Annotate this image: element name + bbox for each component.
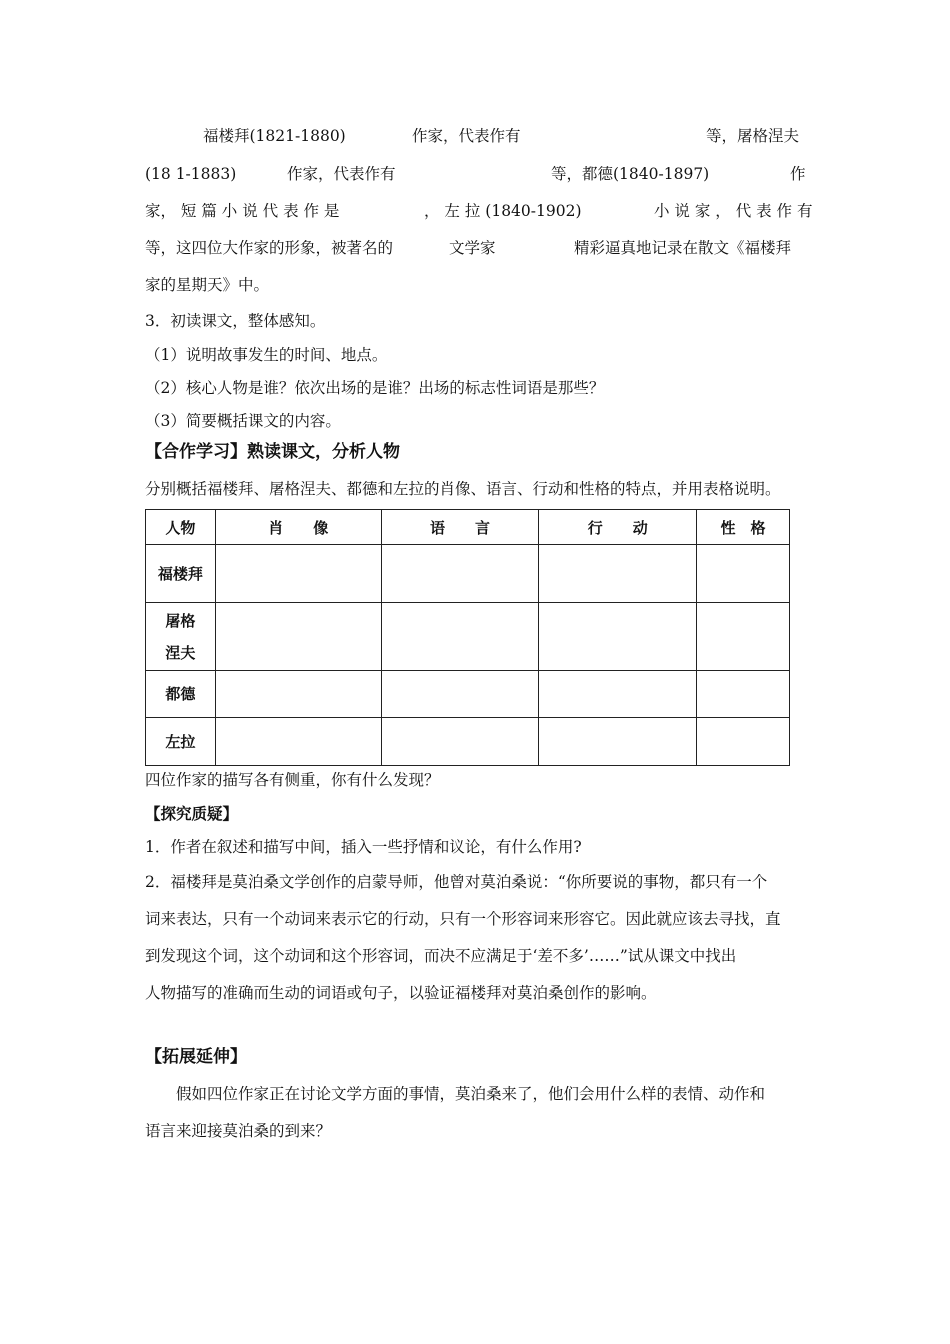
personality-cell[interactable] — [697, 718, 790, 766]
intro-line1-b: 作家，代表作有 — [412, 127, 521, 145]
portrait-cell[interactable] — [215, 603, 381, 671]
extend-line2: 语言来迎接莫泊桑的到来？ — [145, 1122, 332, 1140]
intro-line4-a: 等，这四位大作家的形象，被著名的 — [145, 239, 394, 257]
row-name-line1: 屠格 — [165, 611, 196, 630]
row-name-cell — [146, 603, 216, 671]
row-name-line2: 涅夫 — [165, 643, 196, 662]
intro-line5: 家的星期天》中。 — [145, 276, 270, 294]
intro-line3-a: 家， 短 篇 小 说 代 表 作 是 — [145, 202, 340, 220]
character-analysis-table — [145, 509, 790, 766]
language-cell[interactable] — [381, 671, 539, 718]
extend-heading: 【拓展延伸】 — [145, 1047, 247, 1067]
language-cell[interactable] — [381, 545, 539, 603]
coop-heading: 【合作学习】熟读课文，分析人物 — [145, 442, 400, 462]
reading-q1: （1）说明故事发生的时间、地点。 — [145, 346, 388, 364]
personality-cell[interactable] — [697, 671, 790, 718]
portrait-cell[interactable] — [215, 718, 381, 766]
header-language: 语 言 — [381, 510, 539, 545]
intro-line1-a: 福楼拜(1821-1880) — [203, 127, 346, 145]
portrait-cell[interactable] — [215, 671, 381, 718]
row-name: 福楼拜 — [157, 564, 203, 583]
header-personality: 性 格 — [697, 510, 790, 545]
personality-cell[interactable] — [697, 545, 790, 603]
table-row — [146, 545, 790, 603]
explore-q2-line2: 词来表达，只有一个动词来表示它的行动，只有一个形容词来形容它。因此就应该去寻找，直 — [145, 910, 781, 928]
language-cell[interactable] — [381, 718, 539, 766]
table-row — [146, 671, 790, 718]
language-cell[interactable] — [381, 603, 539, 671]
reading-q3: （3）简要概括课文的内容。 — [145, 412, 341, 430]
intro-line1-c: 等，屠格涅夫 — [706, 127, 800, 145]
explore-q2-line1: 2．福楼拜是莫泊桑文学创作的启蒙导师，他曾对莫泊桑说：“你所要说的事物，都只有一个 — [145, 873, 768, 891]
coop-after-question: 四位作家的描写各有侧重，你有什么发现？ — [145, 771, 440, 789]
action-cell[interactable] — [539, 671, 697, 718]
coop-instruction: 分别概括福楼拜、屠格涅夫、都德和左拉的肖像、语言、行动和性格的特点，并用表格说明。 — [145, 480, 781, 498]
personality-cell[interactable] — [697, 603, 790, 671]
header-character: 人物 — [146, 510, 216, 545]
reading-title: 3．初读课文，整体感知。 — [145, 312, 326, 330]
explore-heading: 【探究质疑】 — [145, 805, 239, 823]
intro-line2-d: 作 — [790, 165, 806, 183]
action-cell[interactable] — [539, 545, 697, 603]
row-name-cell — [146, 545, 216, 603]
intro-line2-c: 等，都德(1840-1897) — [551, 165, 710, 183]
explore-q2-line4: 人物描写的准确而生动的词语或句子，以验证福楼拜对莫泊桑创作的影响。 — [145, 984, 657, 1002]
reading-q2: （2）核心人物是谁？依次出场的是谁？出场的标志性词语是那些？ — [145, 379, 605, 397]
row-name: 左拉 — [165, 732, 196, 751]
action-cell[interactable] — [539, 718, 697, 766]
extend-line1: 假如四位作家正在讨论文学方面的事情，莫泊桑来了，他们会用什么样的表情、动作和 — [176, 1085, 766, 1103]
table-header-row — [146, 510, 790, 545]
intro-line3-c: 小 说 家 ， 代 表 作 有 — [654, 202, 813, 220]
intro-line3-b: ， 左 拉 (1840-1902) — [424, 202, 582, 220]
table-row — [146, 603, 790, 671]
header-action: 行 动 — [539, 510, 697, 545]
intro-line4-c: 精彩逼真地记录在散文《福楼拜 — [574, 239, 792, 257]
action-cell[interactable] — [539, 603, 697, 671]
intro-line2-b: 作家，代表作有 — [287, 165, 396, 183]
intro-line2-a: (18 1-1883) — [145, 165, 237, 183]
header-portrait: 肖 像 — [215, 510, 381, 545]
intro-line4-b: 文学家 — [449, 239, 496, 257]
row-name-cell — [146, 671, 216, 718]
portrait-cell[interactable] — [215, 545, 381, 603]
table-row — [146, 718, 790, 766]
row-name: 都德 — [165, 685, 196, 703]
explore-q1: 1．作者在叙述和描写中间，插入一些抒情和议论，有什么作用? — [145, 838, 582, 856]
row-name-cell — [146, 718, 216, 766]
explore-q2-line3: 到发现这个词，这个动词和这个形容词，而决不应满足于‘差不多’……”试从课文中找出 — [145, 947, 737, 965]
